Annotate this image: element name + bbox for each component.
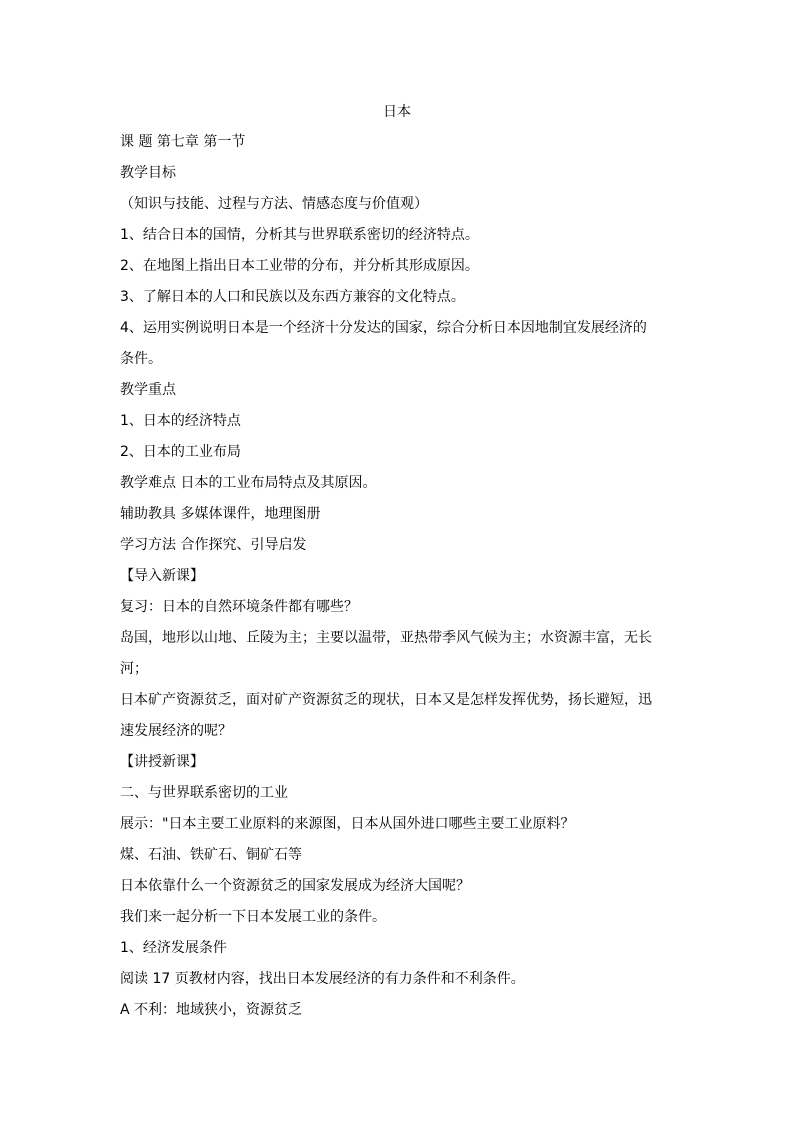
line-key-point-2: 2、日本的工业布局 [120,444,241,460]
line-question-economy: 日本依靠什么一个资源贫乏的国家发展成为经济大国呢？ [120,878,470,894]
line-difficulty: 教学难点 日本的工业布局特点及其原因。 [120,475,377,491]
line-lesson-topic: 课 题 第七章 第一节 [120,134,246,150]
line-goals-dimensions: （知识与技能、过程与方法、情感态度与价值观） [120,196,428,212]
line-intro-heading: 【导入新课】 [120,568,204,584]
line-goal-4-cont: 条件。 [120,351,162,367]
line-review-answer-cont: 河； [120,661,148,677]
line-new-lesson-heading: 【讲授新课】 [120,754,204,770]
line-analyze-conditions: 我们来一起分析一下日本发展工业的条件。 [120,909,386,925]
line-review-question: 复习：日本的自然环境条件都有哪些？ [120,599,358,615]
line-goal-3: 3、了解日本的人口和民族以及东西方兼容的文化特点。 [120,289,465,305]
line-resource-question-cont: 速发展经济的呢？ [120,723,232,739]
line-resource-question: 日本矿产资源贫乏，面对矿产资源贫乏的现状，日本又是怎样发挥优势，扬长避短，迅 [120,692,652,708]
line-unfavorable: A 不利：地域狭小，资源贫乏 [120,1002,303,1018]
line-conditions-heading: 1、经济发展条件 [120,940,227,956]
document-title: 日本 [383,104,411,120]
line-teaching-aids: 辅助教具 多媒体课件，地理图册 [120,506,321,522]
line-show-map: 展示："日本主要工业原料的来源图，日本从国外进口哪些主要工业原料？ [120,816,575,832]
line-raw-materials: 煤、石油、铁矿石、铜矿石等 [120,847,302,863]
line-section-2-heading: 二、与世界联系密切的工业 [120,785,288,801]
line-goal-2: 2、在地图上指出日本工业带的分布，并分析其形成原因。 [120,258,479,274]
line-goal-4: 4、运用实例说明日本是一个经济十分发达的国家，综合分析日本因地制宜发展经济的 [120,320,647,336]
line-goal-1: 1、结合日本的国情，分析其与世界联系密切的经济特点。 [120,227,479,243]
line-key-points-heading: 教学重点 [120,382,176,398]
line-reading-task: 阅读 17 页教材内容，找出日本发展经济的有力条件和不利条件。 [120,971,525,987]
document-body [120,132,680,1031]
line-key-point-1: 1、日本的经济特点 [120,413,241,429]
line-teaching-goals-heading: 教学目标 [120,165,176,181]
line-learning-method: 学习方法 合作探究、引导启发 [120,537,307,553]
line-review-answer: 岛国，地形以山地、丘陵为主；主要以温带，亚热带季风气候为主；水资源丰富，无长 [120,630,652,646]
